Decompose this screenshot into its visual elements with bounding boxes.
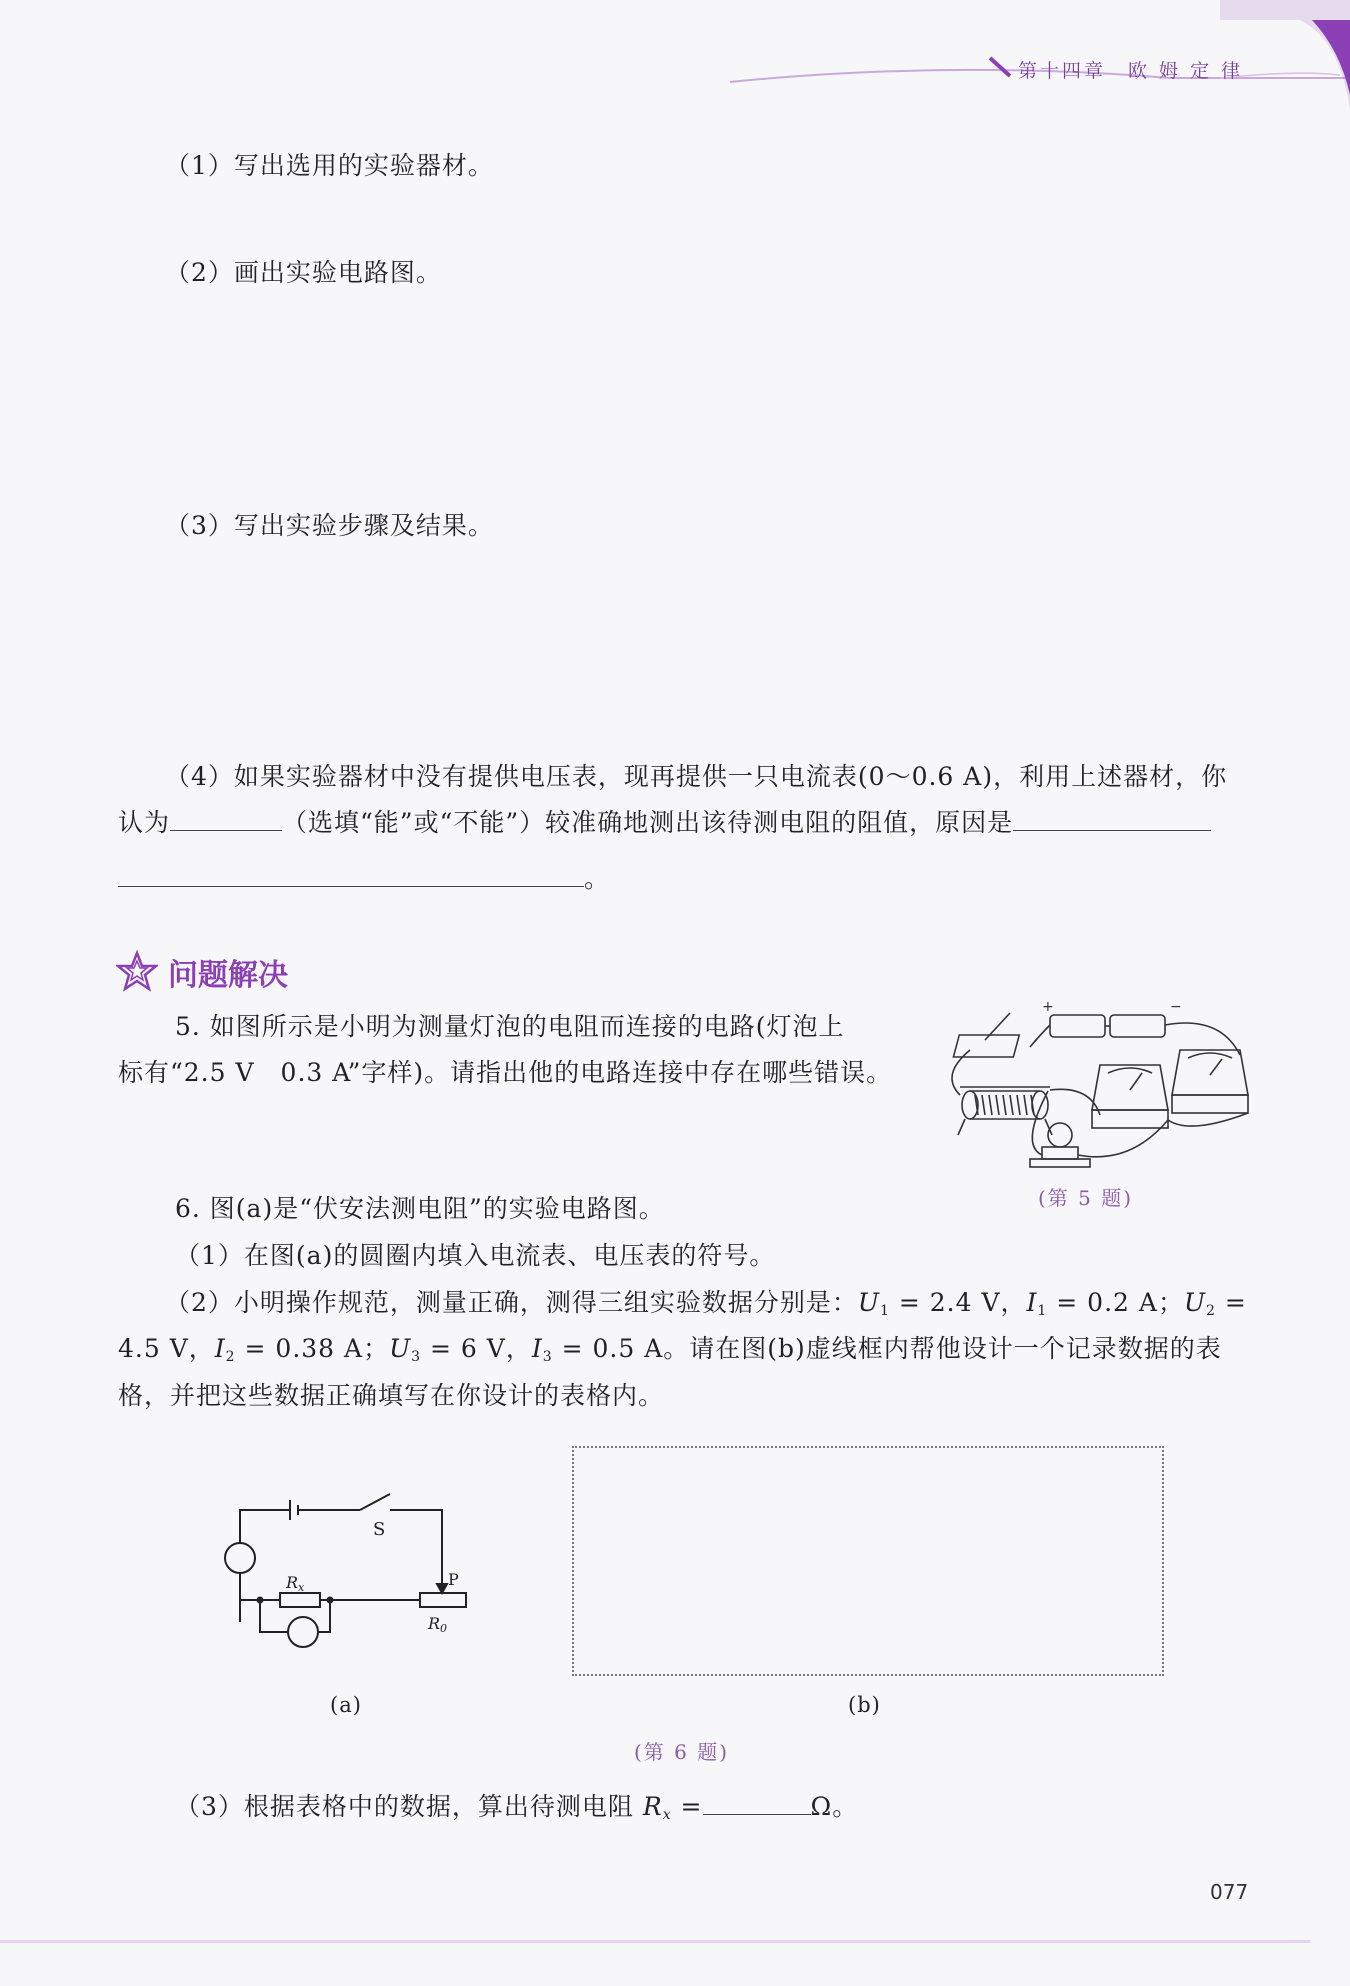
r0-label: R0 bbox=[428, 1614, 448, 1635]
fig-b-label: (b) bbox=[848, 1693, 881, 1717]
footer-rule bbox=[0, 1940, 1310, 1943]
switch-label: S bbox=[373, 1519, 386, 1540]
header-decoration bbox=[700, 0, 1350, 110]
q6-sub1: （1）在图(a)的圆圈内填入电流表、电压表的符号。 bbox=[175, 1241, 776, 1270]
table-design-box[interactable] bbox=[572, 1446, 1164, 1676]
answer-blank-reason[interactable] bbox=[1013, 802, 1211, 831]
chapter-header: 第十四章 欧 姆 定 律 bbox=[1018, 60, 1244, 82]
q5-line1: 5. 如图所示是小明为测量灯泡的电阻而连接的电路(灯泡上 bbox=[175, 1012, 845, 1041]
q4-sub4-line3: 。 bbox=[118, 856, 610, 902]
svg-text:+: + bbox=[1042, 999, 1054, 1015]
q4-sub2: （2）画出实验电路图。 bbox=[165, 258, 442, 287]
q6-sub2-line3: 格，并把这些数据正确填写在你设计的表格内。 bbox=[118, 1381, 665, 1410]
q6-intro: 6. 图(a)是“伏安法测电阻”的实验电路图。 bbox=[175, 1194, 665, 1223]
q6-sub2-line2: 4.5 V，$I_2 = 0.38$ A；$U_3 = 6$ V，$I_3 = 0.5$ A。请在图(b)虚线框内帮他设计一个记录数据的表 bbox=[118, 1334, 1222, 1365]
slider-label: P bbox=[448, 1570, 459, 1589]
q6-caption: (第 6 题) bbox=[634, 1740, 730, 1764]
q5-circuit-illustration bbox=[930, 995, 1260, 1175]
meter-circle-left bbox=[225, 1543, 255, 1573]
q5-caption: (第 5 题) bbox=[1038, 1186, 1134, 1210]
section-title: 问题解决 bbox=[168, 958, 288, 993]
fig-a-label: (a) bbox=[330, 1693, 362, 1717]
q4-sub4-line2: 认为 （选填“能”或“不能”）较准确地测出该待测电阻的阻值，原因是 bbox=[118, 800, 1211, 846]
q5-line2: 标有“2.5 V 0.3 A”字样)。请指出他的电路连接中存在哪些错误。 bbox=[118, 1058, 893, 1087]
q4-sub4-line1: （4）如果实验器材中没有提供电压表，现再提供一只电流表(0～0.6 A)，利用上述器材，你 bbox=[165, 762, 1228, 791]
q6-sub3: （3）根据表格中的数据，算出待测电阻 $R_x = \Omega$。 bbox=[175, 1784, 858, 1838]
star-icon bbox=[116, 950, 158, 992]
pencil-icon bbox=[990, 58, 1010, 76]
q6-sub2-line1: （2）小明操作规范，测量正确，测得三组实验数据分别是：$U_1 = 2.4$ V，$I_1 = 0.2$ A；$U_2$ = bbox=[165, 1288, 1247, 1319]
q4-sub1: （1）写出选用的实验器材。 bbox=[165, 151, 494, 180]
q6-circuit-diagram-a bbox=[210, 1480, 480, 1670]
svg-text:−: − bbox=[1170, 999, 1182, 1015]
answer-blank-resistance[interactable] bbox=[703, 1786, 811, 1815]
meter-circle-bottom bbox=[288, 1617, 318, 1647]
rx-label: Rx bbox=[286, 1573, 305, 1594]
answer-blank-can[interactable] bbox=[170, 802, 282, 831]
q4-sub3: （3）写出实验步骤及结果。 bbox=[165, 511, 494, 540]
answer-blank-reason-cont[interactable] bbox=[118, 858, 584, 887]
page-number: 077 bbox=[1210, 1880, 1249, 1904]
